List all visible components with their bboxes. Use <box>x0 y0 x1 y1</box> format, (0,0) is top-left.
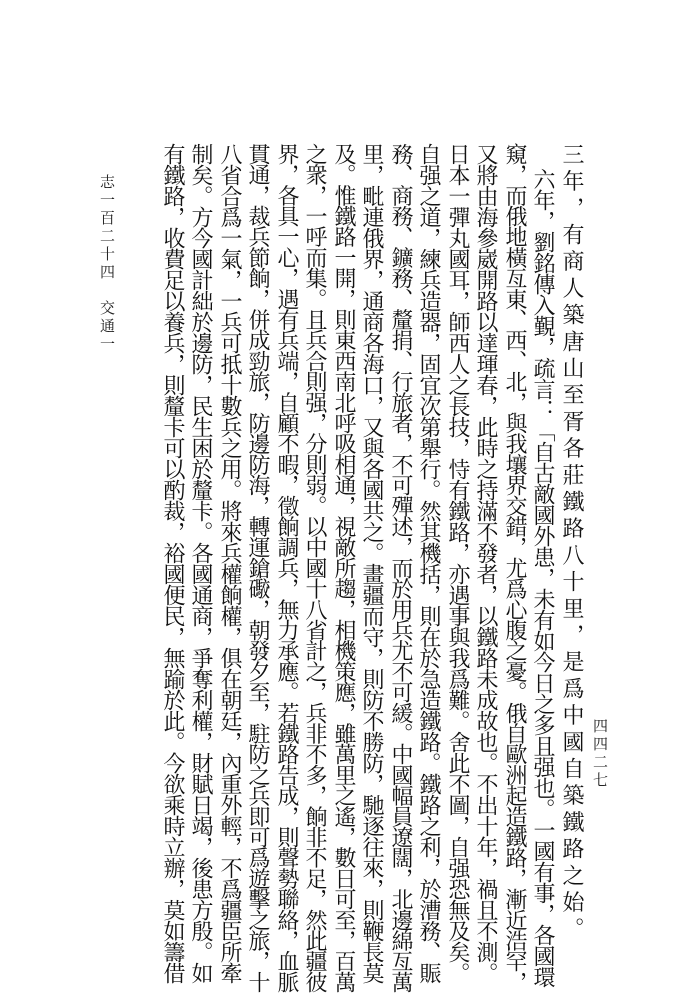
text-column: 界，各具一心，遇有兵端，自顧不暇，徵餉調兵，無力承應。若鐵路告成，則聲勢聯絡，血脈 <box>274 143 299 992</box>
text-column: 日本一彈丸國耳，師西人之長技，恃有鐵路，亦遇事與我爲難。舍此不圖，自强恐無及矣。 <box>445 143 470 983</box>
text-column: 之衆，一呼而集。且兵合則强，分則弱。以中國十八省計之，兵非不多，餉非不足，然此疆彼 <box>302 143 327 992</box>
text-column: 八省合爲一氣，一兵可抵十數兵之用。將來兵權餉權，俱在朝廷，內重外輕，不爲疆臣所牽 <box>217 143 242 983</box>
text-column: 里，毗連俄界，通商各海口，又與各國共之。畫疆而守，則防不勝防，馳逐往來，則鞭長莫 <box>359 143 384 983</box>
text-column: 六年，劉銘傳入覲，疏言：「自古敵國外患，未有如今日之多且强也。一國有事，各國環 <box>530 168 555 987</box>
text-column: 又將由海參崴開路以達琿春，此時之持滿不發者，以鐵路未成故也。不出十年，禍且不測。 <box>473 143 498 983</box>
text-column: 務、商務、鑛務、釐捐、行旅者，不可殫述，而於用兵尤不可緩。中國幅員遼闊，北邊綿亙萬 <box>388 143 413 992</box>
text-column: 貫通，裁兵節餉，併成勁旅，防邊防海，轉運鎗礮，朝發夕至，駐防之兵即可爲遊擊之旅，十 <box>245 143 270 992</box>
running-header-section: 交通一 <box>98 300 116 354</box>
text-column: 窺，而俄地橫亙東、西、北，與我壤界交錯，尤爲心腹之憂。俄自歐洲起造鐵路，漸近浩罕， <box>502 143 527 992</box>
text-column: 有鐵路，收費足以養兵，則釐卡可以酌裁，裕國便民，無踰於此。今欲乘時立辦，莫如籌借 <box>160 143 185 983</box>
text-column: 制矣。方今國計絀於邊防，民生困於釐卡。各國通商，爭奪利權，財賦日竭，後患方殷。如 <box>188 143 213 983</box>
text-column: 自强之道，練兵造器，固宜次第舉行。然其機括，則在於急造鐵路。鐵路之利，於漕務、賑 <box>416 143 441 983</box>
page-number: 四四二七 <box>591 718 609 790</box>
text-column: 及。惟鐵路一開，則東西南北呼吸相通，視敵所趨，相機策應，雖萬里之遙，數日可至，百萬 <box>331 143 356 992</box>
running-header-volume: 志一百二十四 <box>98 174 116 282</box>
text-column: 三年，有商人築唐山至胥各莊鐵路八十里，是爲中國自築鐵路之始。 <box>559 143 584 944</box>
